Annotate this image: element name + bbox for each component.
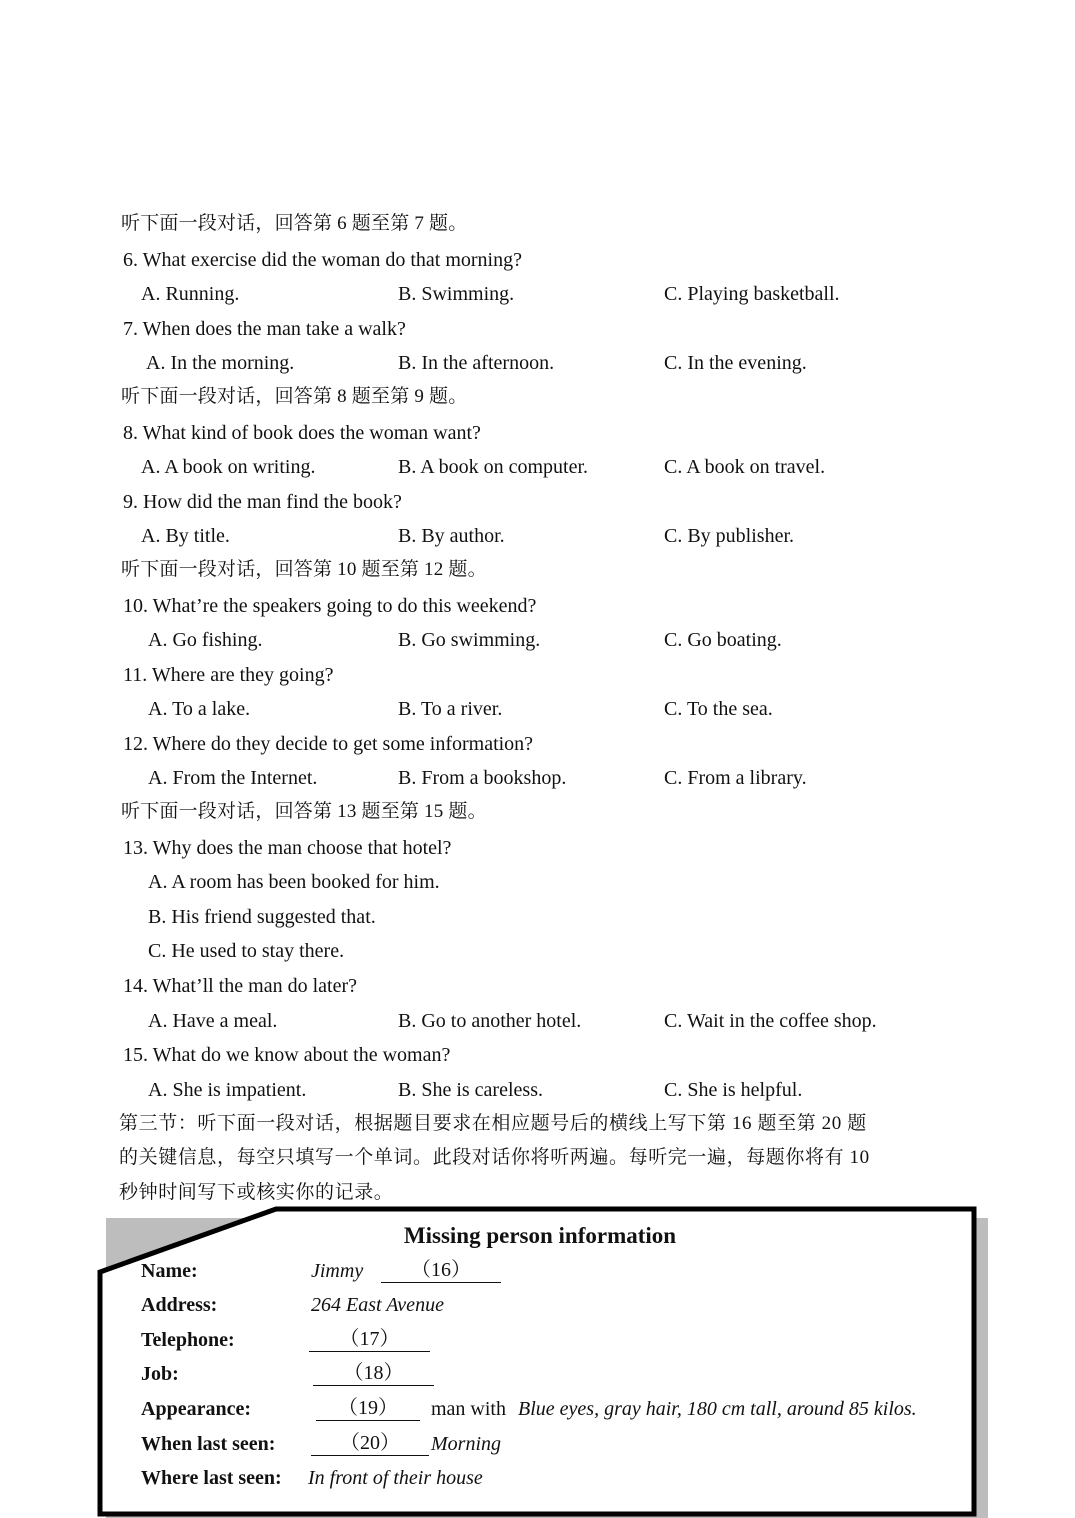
question-10: 10. What’re the speakers going to do this weekend? xyxy=(123,595,537,617)
q13-option-c: C. He used to stay there. xyxy=(148,940,345,962)
question-8: 8. What kind of book does the woman want? xyxy=(123,422,481,444)
question-14: 14. What’ll the man do later? xyxy=(123,975,357,997)
q13-option-b: B. His friend suggested that. xyxy=(148,906,376,928)
when-last-seen-value: Morning xyxy=(431,1433,501,1455)
q8-option-c: C. A book on travel. xyxy=(664,456,826,478)
blank-19[interactable]: （19） xyxy=(316,1396,420,1421)
appearance-mid-text: man with xyxy=(431,1398,506,1420)
instruction-q8-9: 听下面一段对话，回答第 8 题至第 9 题。 xyxy=(121,386,468,407)
when-last-seen-label: When last seen: xyxy=(141,1433,276,1455)
q15-option-c: C. She is helpful. xyxy=(664,1079,803,1101)
q7-option-a: A. In the morning. xyxy=(146,352,295,374)
q9-option-a: A. By title. xyxy=(141,525,230,547)
question-13: 13. Why does the man choose that hotel? xyxy=(123,837,452,859)
where-last-seen-label: Where last seen: xyxy=(141,1467,282,1489)
form-title: Missing person information xyxy=(403,1223,677,1248)
appearance-value: Blue eyes, gray hair, 180 cm tall, around 85 kilos. xyxy=(518,1398,917,1420)
q15-option-a: A. She is impatient. xyxy=(148,1079,307,1101)
q11-option-a: A. To a lake. xyxy=(148,698,251,720)
telephone-label: Telephone: xyxy=(141,1329,235,1351)
q11-option-b: B. To a river. xyxy=(398,698,503,720)
where-last-seen-value: In front of their house xyxy=(308,1467,483,1489)
q6-option-c: C. Playing basketball. xyxy=(664,283,840,305)
section3-instruction-line1: 第三节：听下面一段对话，根据题目要求在相应题号后的横线上写下第 16 题至第 20 题 xyxy=(119,1113,867,1134)
q12-option-b: B. From a bookshop. xyxy=(398,767,567,789)
instruction-q10-12: 听下面一段对话，回答第 10 题至第 12 题。 xyxy=(121,559,487,580)
q14-option-a: A. Have a meal. xyxy=(148,1010,278,1032)
question-7: 7. When does the man take a walk? xyxy=(123,318,406,340)
blank-17[interactable]: （17） xyxy=(309,1327,430,1352)
q6-option-b: B. Swimming. xyxy=(398,283,515,305)
q7-option-b: B. In the afternoon. xyxy=(398,352,555,374)
q6-option-a: A. Running. xyxy=(141,283,240,305)
instruction-q13-15: 听下面一段对话，回答第 13 题至第 15 题。 xyxy=(121,801,487,822)
q9-option-b: B. By author. xyxy=(398,525,505,547)
name-label: Name: xyxy=(141,1260,198,1282)
q10-option-c: C. Go boating. xyxy=(664,629,782,651)
question-11: 11. Where are they going? xyxy=(123,664,334,686)
question-15: 15. What do we know about the woman? xyxy=(123,1044,451,1066)
section3-instruction-line3: 秒钟时间写下或核实你的记录。 xyxy=(119,1182,394,1203)
question-6: 6. What exercise did the woman do that morning? xyxy=(123,249,522,271)
q8-option-a: A. A book on writing. xyxy=(141,456,316,478)
section3-instruction-line2: 的关键信息，每空只填写一个单词。此段对话你将听两遍。每听完一遍，每题你将有 10 xyxy=(119,1147,870,1168)
blank-18[interactable]: （18） xyxy=(313,1361,434,1386)
name-value: Jimmy xyxy=(311,1260,364,1282)
q7-option-c: C. In the evening. xyxy=(664,352,807,374)
q8-option-b: B. A book on computer. xyxy=(398,456,588,478)
q13-option-a: A. A room has been booked for him. xyxy=(148,871,440,893)
blank-20[interactable]: （20） xyxy=(311,1431,429,1456)
appearance-label: Appearance: xyxy=(141,1398,251,1420)
instruction-q6-7: 听下面一段对话，回答第 6 题至第 7 题。 xyxy=(121,213,468,234)
q11-option-c: C. To the sea. xyxy=(664,698,773,720)
blank-16[interactable]: （16） xyxy=(381,1258,501,1283)
question-9: 9. How did the man find the book? xyxy=(123,491,402,513)
q10-option-b: B. Go swimming. xyxy=(398,629,541,651)
q14-option-c: C. Wait in the coffee shop. xyxy=(664,1010,877,1032)
q9-option-c: C. By publisher. xyxy=(664,525,795,547)
job-label: Job: xyxy=(141,1363,179,1385)
q12-option-a: A. From the Internet. xyxy=(148,767,318,789)
q14-option-b: B. Go to another hotel. xyxy=(398,1010,582,1032)
q12-option-c: C. From a library. xyxy=(664,767,807,789)
address-label: Address: xyxy=(141,1294,218,1316)
q15-option-b: B. She is careless. xyxy=(398,1079,543,1101)
q10-option-a: A. Go fishing. xyxy=(148,629,263,651)
address-value: 264 East Avenue xyxy=(311,1294,444,1316)
question-12: 12. Where do they decide to get some information? xyxy=(123,733,534,755)
